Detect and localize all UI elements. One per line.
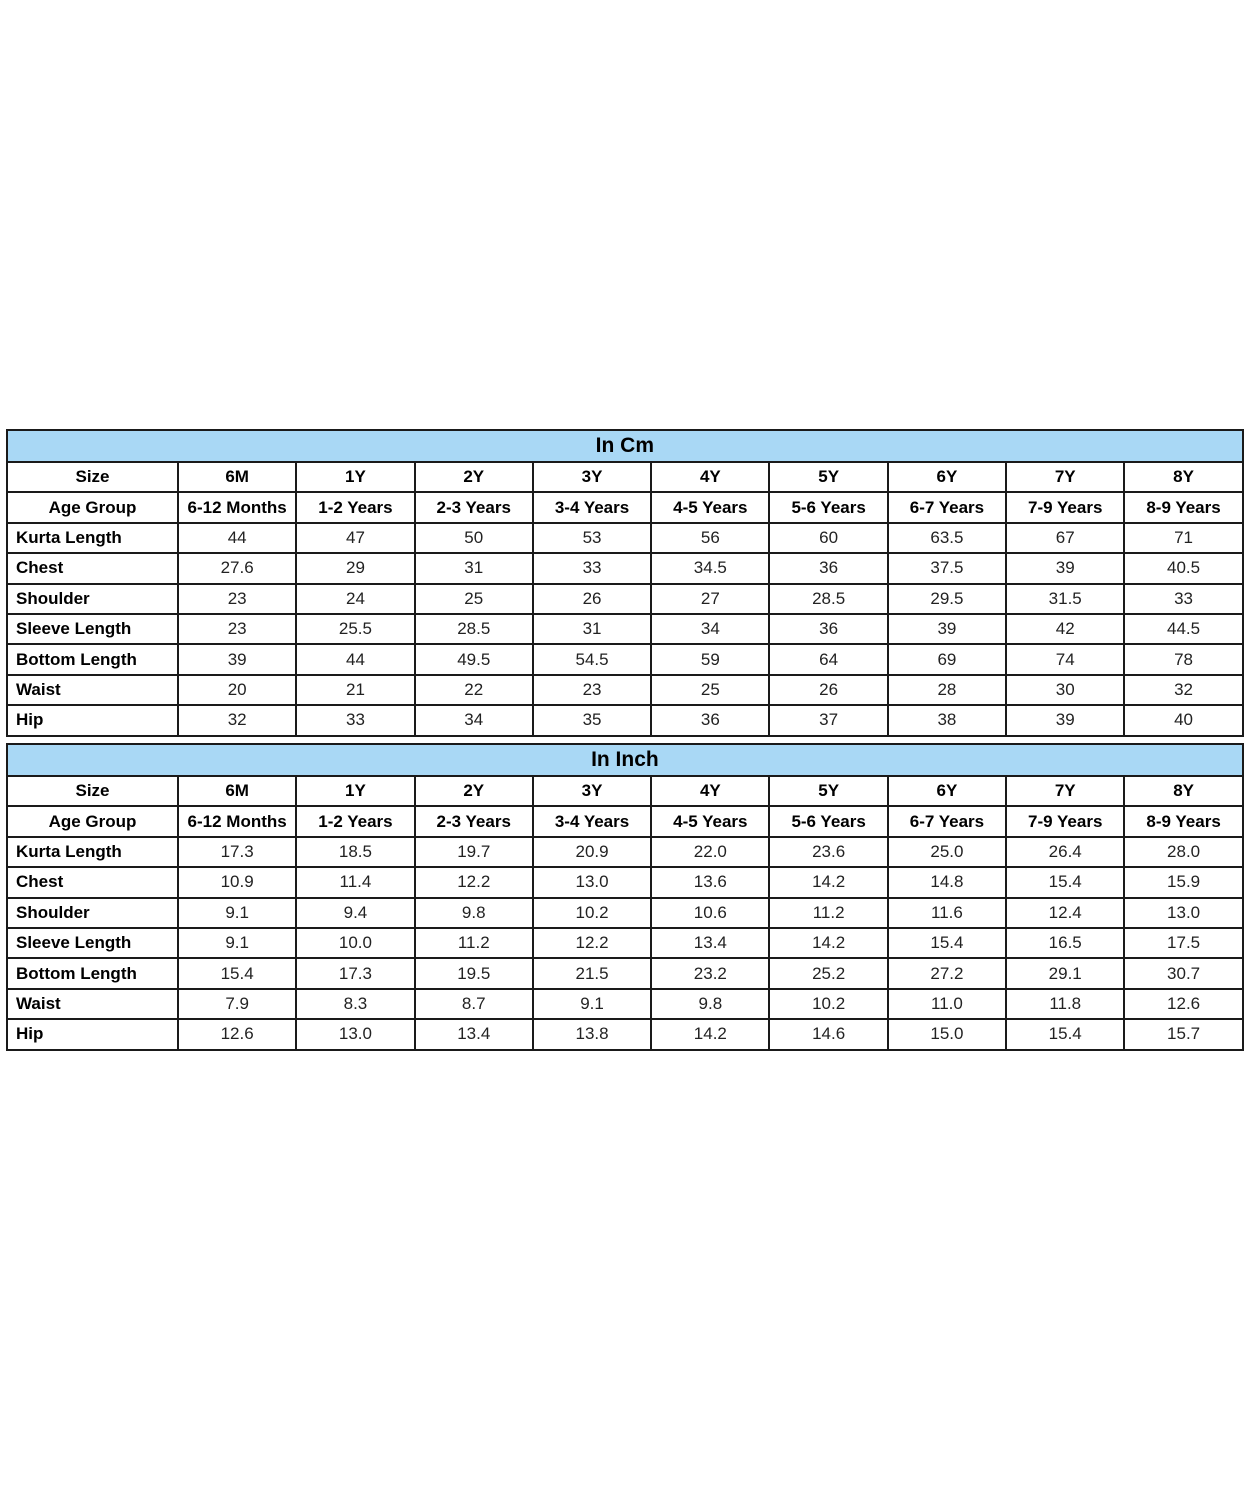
size-header: 3Y	[533, 462, 651, 492]
measurement-value: 12.2	[533, 928, 651, 958]
measurement-value: 22.0	[651, 837, 769, 867]
table-title: In Cm	[7, 430, 1243, 462]
size-header: 1Y	[296, 776, 414, 806]
measurement-value: 25.5	[296, 614, 414, 644]
measurement-value: 10.2	[533, 898, 651, 928]
measurement-value: 25.0	[888, 837, 1006, 867]
measurement-value: 13.4	[651, 928, 769, 958]
measurement-value: 64	[769, 644, 887, 674]
measurement-value: 14.6	[769, 1019, 887, 1049]
age-group-header: 8-9 Years	[1124, 492, 1242, 522]
measurement-label: Bottom Length	[7, 958, 178, 988]
size-header: 6Y	[888, 776, 1006, 806]
age-group-header: 2-3 Years	[415, 806, 533, 836]
measurement-value: 23.2	[651, 958, 769, 988]
measurement-value: 33	[1124, 584, 1242, 614]
age-group-header: 1-2 Years	[296, 806, 414, 836]
measurement-value: 13.4	[415, 1019, 533, 1049]
measurement-value: 39	[888, 614, 1006, 644]
measurement-value: 12.6	[178, 1019, 296, 1049]
measurement-value: 14.8	[888, 867, 1006, 897]
table-title: In Inch	[7, 744, 1243, 776]
measurement-label: Sleeve Length	[7, 614, 178, 644]
measurement-value: 15.4	[888, 928, 1006, 958]
measurement-value: 38	[888, 705, 1006, 735]
measurement-value: 20.9	[533, 837, 651, 867]
age-group-header: 2-3 Years	[415, 492, 533, 522]
size-header: 8Y	[1124, 776, 1242, 806]
measurement-value: 8.7	[415, 989, 533, 1019]
measurement-value: 40.5	[1124, 553, 1242, 583]
measurement-value: 44.5	[1124, 614, 1242, 644]
measurement-value: 33	[296, 705, 414, 735]
measurement-value: 13.0	[296, 1019, 414, 1049]
measurement-value: 15.9	[1124, 867, 1242, 897]
measurement-value: 28.0	[1124, 837, 1242, 867]
measurement-value: 23.6	[769, 837, 887, 867]
age-group-header: 6-12 Months	[178, 806, 296, 836]
measurement-value: 15.0	[888, 1019, 1006, 1049]
measurement-value: 74	[1006, 644, 1124, 674]
measurement-value: 40	[1124, 705, 1242, 735]
measurement-label: Bottom Length	[7, 644, 178, 674]
measurement-value: 37	[769, 705, 887, 735]
measurement-value: 10.6	[651, 898, 769, 928]
measurement-value: 32	[178, 705, 296, 735]
measurement-value: 23	[178, 614, 296, 644]
measurement-value: 17.3	[178, 837, 296, 867]
measurement-label: Waist	[7, 675, 178, 705]
measurement-value: 47	[296, 523, 414, 553]
table-row	[7, 837, 1243, 867]
measurement-value: 18.5	[296, 837, 414, 867]
measurement-value: 67	[1006, 523, 1124, 553]
measurement-value: 13.0	[533, 867, 651, 897]
table-row	[7, 553, 1243, 583]
age-group-header: 1-2 Years	[296, 492, 414, 522]
measurement-value: 11.4	[296, 867, 414, 897]
measurement-value: 63.5	[888, 523, 1006, 553]
measurement-value: 20	[178, 675, 296, 705]
measurement-value: 25	[415, 584, 533, 614]
size-header: 7Y	[1006, 462, 1124, 492]
measurement-value: 7.9	[178, 989, 296, 1019]
measurement-value: 60	[769, 523, 887, 553]
measurement-value: 23	[178, 584, 296, 614]
measurement-value: 21	[296, 675, 414, 705]
size-row	[7, 462, 1243, 492]
table-row	[7, 523, 1243, 553]
table-row	[7, 675, 1243, 705]
size-header: 5Y	[769, 776, 887, 806]
table-row	[7, 867, 1243, 897]
age-group-header: 5-6 Years	[769, 806, 887, 836]
age-group-row	[7, 806, 1243, 836]
size-label: Size	[7, 776, 178, 806]
size-chart-inch	[6, 743, 1244, 1051]
table-row	[7, 644, 1243, 674]
measurement-value: 30	[1006, 675, 1124, 705]
size-header: 6M	[178, 462, 296, 492]
size-row	[7, 776, 1243, 806]
measurement-value: 27.2	[888, 958, 1006, 988]
size-header: 8Y	[1124, 462, 1242, 492]
measurement-label: Sleeve Length	[7, 928, 178, 958]
measurement-value: 13.6	[651, 867, 769, 897]
table-row	[7, 1019, 1243, 1049]
measurement-value: 14.2	[651, 1019, 769, 1049]
measurement-label: Chest	[7, 867, 178, 897]
measurement-value: 11.6	[888, 898, 1006, 928]
measurement-value: 26	[769, 675, 887, 705]
measurement-value: 44	[178, 523, 296, 553]
measurement-value: 15.7	[1124, 1019, 1242, 1049]
measurement-label: Shoulder	[7, 584, 178, 614]
measurement-value: 28.5	[769, 584, 887, 614]
age-group-row	[7, 492, 1243, 522]
measurement-value: 23	[533, 675, 651, 705]
title-row	[7, 744, 1243, 776]
table-row	[7, 584, 1243, 614]
age-group-header: 6-7 Years	[888, 806, 1006, 836]
table-row	[7, 614, 1243, 644]
measurement-value: 24	[296, 584, 414, 614]
measurement-value: 13.8	[533, 1019, 651, 1049]
measurement-value: 33	[533, 553, 651, 583]
measurement-value: 59	[651, 644, 769, 674]
measurement-label: Hip	[7, 1019, 178, 1049]
size-header: 2Y	[415, 462, 533, 492]
measurement-value: 13.0	[1124, 898, 1242, 928]
measurement-value: 15.4	[178, 958, 296, 988]
measurement-value: 32	[1124, 675, 1242, 705]
measurement-value: 9.8	[415, 898, 533, 928]
size-header: 6Y	[888, 462, 1006, 492]
measurement-value: 31	[415, 553, 533, 583]
age-group-header: 4-5 Years	[651, 492, 769, 522]
age-group-header: 6-12 Months	[178, 492, 296, 522]
measurement-value: 10.9	[178, 867, 296, 897]
measurement-value: 12.6	[1124, 989, 1242, 1019]
measurement-value: 56	[651, 523, 769, 553]
measurement-value: 14.2	[769, 928, 887, 958]
measurement-value: 42	[1006, 614, 1124, 644]
title-row	[7, 430, 1243, 462]
size-chart-cm	[6, 429, 1244, 737]
table-row	[7, 898, 1243, 928]
measurement-value: 29.1	[1006, 958, 1124, 988]
measurement-value: 71	[1124, 523, 1242, 553]
measurement-value: 31	[533, 614, 651, 644]
measurement-value: 17.5	[1124, 928, 1242, 958]
measurement-value: 78	[1124, 644, 1242, 674]
age-group-label: Age Group	[7, 492, 178, 522]
measurement-value: 9.4	[296, 898, 414, 928]
measurement-value: 34	[651, 614, 769, 644]
measurement-value: 28	[888, 675, 1006, 705]
measurement-value: 39	[178, 644, 296, 674]
age-group-header: 6-7 Years	[888, 492, 1006, 522]
measurement-value: 34.5	[651, 553, 769, 583]
measurement-value: 21.5	[533, 958, 651, 988]
measurement-label: Hip	[7, 705, 178, 735]
measurement-label: Shoulder	[7, 898, 178, 928]
measurement-value: 36	[651, 705, 769, 735]
measurement-value: 34	[415, 705, 533, 735]
measurement-value: 37.5	[888, 553, 1006, 583]
age-group-header: 8-9 Years	[1124, 806, 1242, 836]
measurement-value: 19.5	[415, 958, 533, 988]
measurement-value: 15.4	[1006, 1019, 1124, 1049]
measurement-value: 28.5	[415, 614, 533, 644]
measurement-value: 19.7	[415, 837, 533, 867]
size-header: 6M	[178, 776, 296, 806]
measurement-value: 49.5	[415, 644, 533, 674]
measurement-value: 39	[1006, 553, 1124, 583]
measurement-value: 27.6	[178, 553, 296, 583]
age-group-label: Age Group	[7, 806, 178, 836]
age-group-header: 4-5 Years	[651, 806, 769, 836]
measurement-value: 11.2	[769, 898, 887, 928]
measurement-value: 15.4	[1006, 867, 1124, 897]
measurement-value: 39	[1006, 705, 1124, 735]
measurement-value: 26	[533, 584, 651, 614]
measurement-value: 10.2	[769, 989, 887, 1019]
size-header: 4Y	[651, 462, 769, 492]
table-row	[7, 989, 1243, 1019]
measurement-value: 11.0	[888, 989, 1006, 1019]
size-header: 7Y	[1006, 776, 1124, 806]
measurement-value: 29	[296, 553, 414, 583]
measurement-value: 50	[415, 523, 533, 553]
measurement-value: 9.8	[651, 989, 769, 1019]
measurement-label: Waist	[7, 989, 178, 1019]
measurement-value: 36	[769, 553, 887, 583]
measurement-value: 53	[533, 523, 651, 553]
measurement-value: 12.4	[1006, 898, 1124, 928]
measurement-value: 26.4	[1006, 837, 1124, 867]
measurement-value: 29.5	[888, 584, 1006, 614]
age-group-header: 3-4 Years	[533, 492, 651, 522]
age-group-header: 3-4 Years	[533, 806, 651, 836]
measurement-label: Kurta Length	[7, 523, 178, 553]
size-label: Size	[7, 462, 178, 492]
measurement-value: 44	[296, 644, 414, 674]
measurement-label: Chest	[7, 553, 178, 583]
measurement-value: 10.0	[296, 928, 414, 958]
size-header: 5Y	[769, 462, 887, 492]
measurement-value: 25	[651, 675, 769, 705]
table-row	[7, 958, 1243, 988]
measurement-value: 27	[651, 584, 769, 614]
age-group-header: 7-9 Years	[1006, 492, 1124, 522]
measurement-value: 54.5	[533, 644, 651, 674]
measurement-label: Kurta Length	[7, 837, 178, 867]
measurement-value: 8.3	[296, 989, 414, 1019]
measurement-value: 12.2	[415, 867, 533, 897]
measurement-value: 9.1	[178, 898, 296, 928]
size-header: 3Y	[533, 776, 651, 806]
measurement-value: 30.7	[1124, 958, 1242, 988]
measurement-value: 11.8	[1006, 989, 1124, 1019]
measurement-value: 9.1	[533, 989, 651, 1019]
measurement-value: 31.5	[1006, 584, 1124, 614]
measurement-value: 36	[769, 614, 887, 644]
measurement-value: 16.5	[1006, 928, 1124, 958]
measurement-value: 69	[888, 644, 1006, 674]
measurement-value: 25.2	[769, 958, 887, 988]
age-group-header: 7-9 Years	[1006, 806, 1124, 836]
measurement-value: 9.1	[178, 928, 296, 958]
measurement-value: 35	[533, 705, 651, 735]
age-group-header: 5-6 Years	[769, 492, 887, 522]
measurement-value: 14.2	[769, 867, 887, 897]
measurement-value: 17.3	[296, 958, 414, 988]
table-row	[7, 705, 1243, 735]
measurement-value: 11.2	[415, 928, 533, 958]
size-header: 1Y	[296, 462, 414, 492]
size-header: 4Y	[651, 776, 769, 806]
table-row	[7, 928, 1243, 958]
measurement-value: 22	[415, 675, 533, 705]
size-header: 2Y	[415, 776, 533, 806]
